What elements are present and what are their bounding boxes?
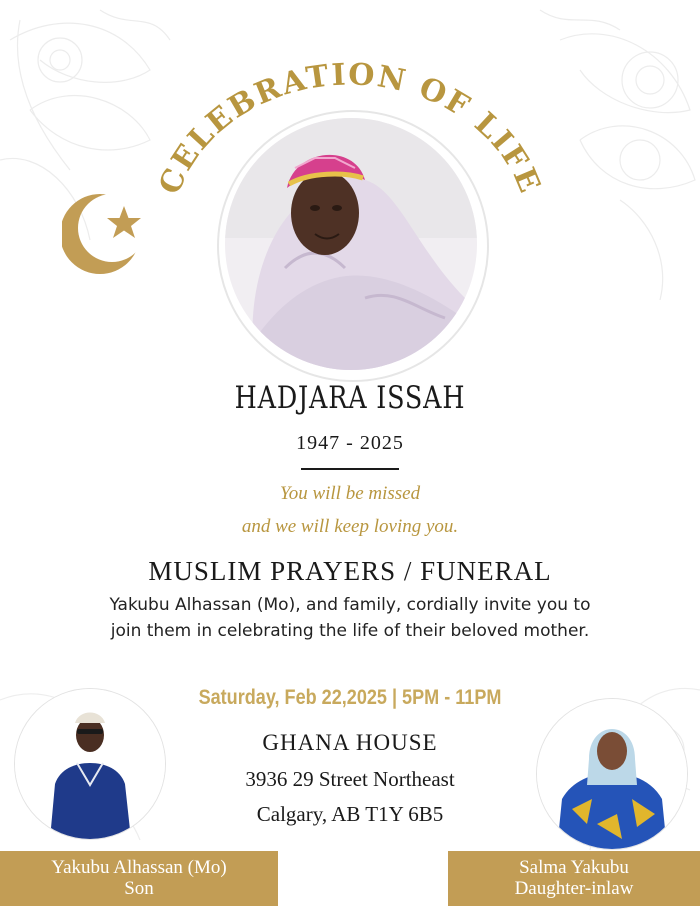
invite-line-1: Yakubu Alhassan (Mo), and family, cordially invite you to — [109, 595, 591, 615]
host-photo-daughter-inlaw — [536, 698, 688, 850]
tribute-line-2: and we will keep loving you. — [241, 516, 459, 537]
event-date-time: Saturday, Feb 22,2025 | 5PM - 11PM — [198, 686, 502, 709]
venue-name: GHANA HOUSE — [262, 730, 438, 755]
tribute-line-1: You will be missed — [279, 483, 421, 504]
host-relation-son: Son — [124, 878, 154, 899]
host-name-son: Yakubu Alhassan (Mo) — [51, 857, 227, 878]
address-line-2: Calgary, AB T1Y 6B5 — [256, 802, 444, 826]
host-name-daughter-inlaw: Salma Yakubu — [519, 857, 629, 878]
host-nameplate-son — [0, 851, 278, 906]
address-line-1: 3936 29 Street Northeast — [245, 767, 455, 791]
event-heading: MUSLIM PRAYERS / FUNERAL — [148, 556, 552, 586]
host-nameplate-daughter-inlaw — [448, 851, 700, 906]
arc-title-text: CELEBRATION OF LIFE — [152, 57, 548, 198]
deceased-name: HADJARA ISSAH — [234, 380, 466, 416]
crescent-star-icon — [62, 188, 152, 278]
host-photo-son — [14, 688, 166, 840]
invite-line-2: join them in celebrating the life of their beloved mother. — [110, 621, 590, 641]
divider-line — [301, 468, 399, 470]
host-relation-daughter-inlaw: Daughter-inlaw — [514, 878, 634, 899]
portrait-photo — [225, 118, 477, 370]
life-years: 1947 - 2025 — [296, 432, 404, 454]
